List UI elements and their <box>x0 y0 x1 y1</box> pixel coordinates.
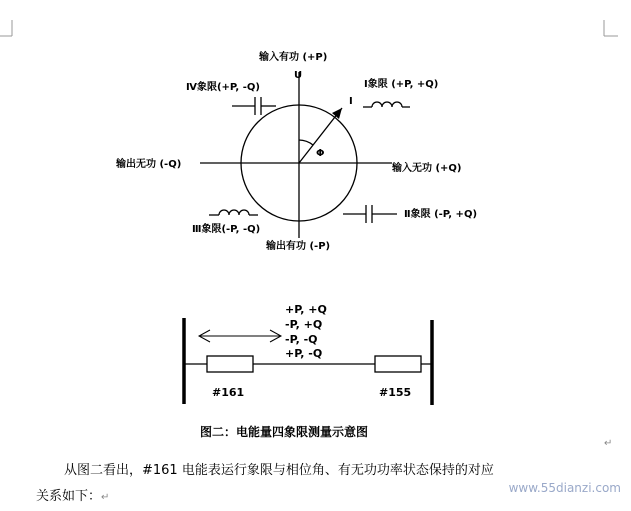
corner-mark-top-right <box>604 20 618 36</box>
axis-label-bottom: 输出有功 (-P) <box>266 241 331 252</box>
watermark: www.55dianzi.com <box>508 481 621 495</box>
axis-label-left: 输出无功 (-Q) <box>116 159 182 170</box>
quadrant4-label: Ⅳ象限(+P, -Q) <box>186 82 260 93</box>
meter-box-155 <box>375 356 421 372</box>
return-mark-icon: ↵ <box>101 492 110 503</box>
quadrant3-label: Ⅲ象限(-P, -Q) <box>192 224 261 235</box>
axis-label-right: 输入无功 (+Q) <box>392 163 462 174</box>
i-vector-label: I <box>349 96 353 107</box>
current-vector-arrowhead <box>332 108 342 119</box>
quadrant2-label: Ⅱ象限 (-P, +Q) <box>404 209 478 220</box>
axis-label-top: 输入有功 (+P) <box>259 52 328 63</box>
meter-box-161 <box>207 356 253 372</box>
paragraph-line-2-text: 关系如下： <box>36 489 102 504</box>
capacitor-icon-q2 <box>343 205 397 223</box>
inductor-icon-q1 <box>363 102 410 107</box>
u-vector-label: U <box>294 70 303 81</box>
meter-label-155: #155 <box>379 386 412 399</box>
figure-caption: 图二：电能量四象限测量示意图 <box>200 425 369 439</box>
inductor-icon-q3 <box>209 210 258 215</box>
phi-label: Φ <box>316 148 325 159</box>
meter-label-161: #161 <box>212 386 245 399</box>
page-corner-marks <box>0 20 618 36</box>
capacitor-icon-q4 <box>232 97 276 115</box>
quadrant1-label: Ⅰ象限 (+P, +Q) <box>364 79 439 90</box>
paragraph-line-1: 从图二看出，#161 电能表运行象限与相位角、有无功功率状态保持的对应 <box>64 463 494 478</box>
phase-angle-arc <box>299 140 313 145</box>
state-3: -P, -Q <box>285 333 318 346</box>
state-2: -P, +Q <box>285 318 323 331</box>
state-4: +P, -Q <box>285 347 323 360</box>
return-mark-icon: ↵ <box>604 438 613 449</box>
corner-mark-top-left <box>0 20 12 36</box>
state-1: +P, +Q <box>285 303 327 316</box>
